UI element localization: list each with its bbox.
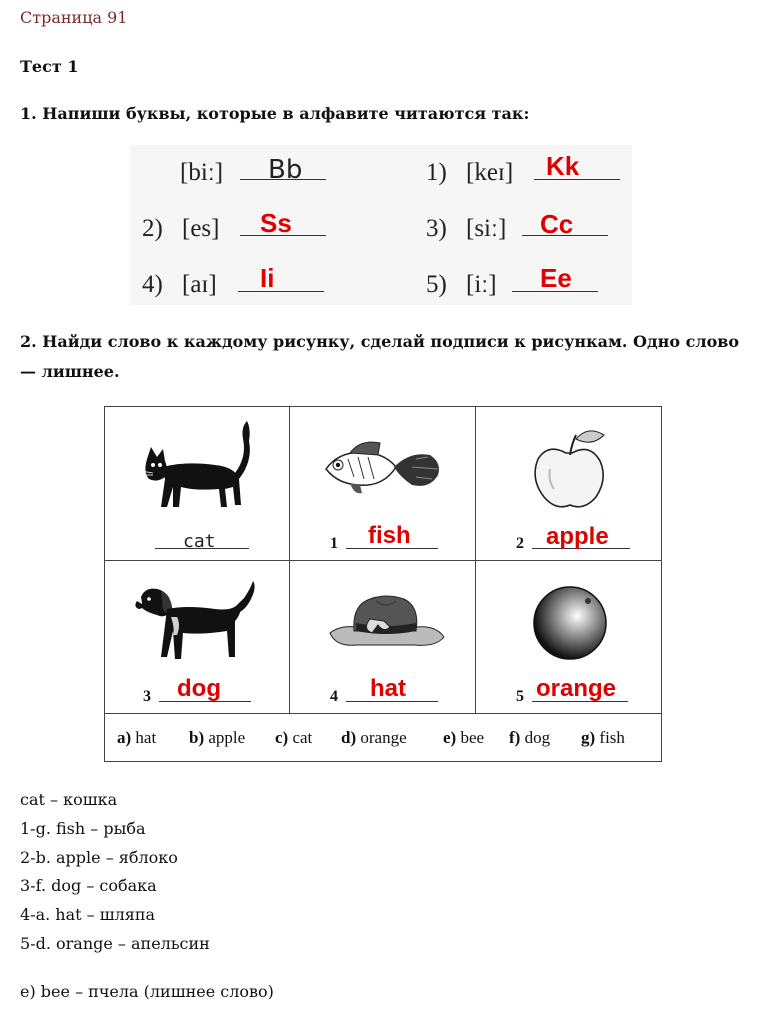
option-d: d) orange xyxy=(341,728,407,747)
apple-picture xyxy=(526,425,616,515)
task1-row-2 xyxy=(142,215,219,243)
word-options-row xyxy=(105,714,661,761)
task1-answer-0: Bb xyxy=(268,155,303,185)
task1-row-5 xyxy=(426,271,497,299)
fish-picture xyxy=(320,437,445,502)
option-c: c) cat xyxy=(275,728,313,747)
cell-fish xyxy=(290,407,476,561)
option-a: a) hat xyxy=(117,728,157,747)
cell-answer-hat: hat xyxy=(370,675,406,702)
answer-line: 3-f. dog – собака xyxy=(20,876,157,895)
cat-picture xyxy=(135,417,260,517)
option-e: e) bee xyxy=(443,728,485,747)
cell-dog xyxy=(105,561,290,714)
answer-line: 4-a. hat – шляпа xyxy=(20,905,156,924)
cell-apple xyxy=(476,407,661,561)
orange-picture xyxy=(530,583,610,663)
phonetic: [iː] xyxy=(466,271,497,298)
cell-answer-apple: apple xyxy=(546,523,609,550)
row-number: 4) xyxy=(142,271,163,298)
test-heading: Тест 1 xyxy=(20,57,79,76)
row-number: 2) xyxy=(142,215,163,242)
task1-row-1 xyxy=(426,159,513,187)
task2-picture-grid xyxy=(104,406,662,762)
answer-line-extra-word: e) bee – пчела (лишнее слово) xyxy=(20,982,274,1001)
answer-line: 2-b. apple – яблоко xyxy=(20,848,178,867)
option-b: b) apple xyxy=(189,728,246,747)
task1-exercise-image xyxy=(130,145,632,305)
task1-answer-1: Kk xyxy=(546,151,580,181)
cell-answer-cat: cat xyxy=(183,531,216,552)
cell-hat xyxy=(290,561,476,714)
cell-number: 5 xyxy=(516,688,524,705)
task1-row-4 xyxy=(142,271,217,299)
task1-title: 1. Напиши буквы, которые в алфавите читаются так: xyxy=(20,104,530,123)
task1-answer-5: Ee xyxy=(540,263,572,293)
phonetic: [siː] xyxy=(466,215,507,242)
phonetic: [aɪ] xyxy=(182,271,217,298)
cell-number: 3 xyxy=(143,688,151,705)
cell-number: 2 xyxy=(516,535,524,552)
cell-answer-fish: fish xyxy=(368,522,411,549)
task1-answer-2: Ss xyxy=(260,208,292,238)
hat-picture xyxy=(326,589,446,659)
phonetic: [keɪ] xyxy=(466,159,514,186)
cell-answer-orange: orange xyxy=(536,675,617,702)
cell-number: 4 xyxy=(330,688,338,705)
option-f: f) dog xyxy=(509,728,551,747)
dog-picture xyxy=(131,577,261,669)
row-number: 3) xyxy=(426,215,447,242)
phonetic: [es] xyxy=(182,215,220,242)
option-g: g) fish xyxy=(581,728,625,747)
row-number: 5) xyxy=(426,271,447,298)
task1-row-3 xyxy=(426,215,506,243)
phonetic: [biː] xyxy=(180,159,224,186)
answer-line: 5-d. orange – апельсин xyxy=(20,934,210,953)
answer-line: 1-g. fish – рыба xyxy=(20,819,146,838)
task1-row-0 xyxy=(142,159,223,187)
cell-answer-dog: dog xyxy=(177,675,221,702)
task1-answer-4: Ii xyxy=(260,263,275,293)
task2-title: 2. Найди слово к каждому рисунку, сделай подписи к рисункам. Одно слово — лишнее. xyxy=(20,332,740,381)
cell-number: 1 xyxy=(330,535,338,552)
row-number: 1) xyxy=(426,159,447,186)
cell-orange xyxy=(476,561,661,714)
cell-cat xyxy=(105,407,290,561)
task1-answer-3: Cc xyxy=(540,209,574,239)
page-title: Страница 91 xyxy=(20,8,128,27)
answer-line: cat – кошка xyxy=(20,790,118,809)
